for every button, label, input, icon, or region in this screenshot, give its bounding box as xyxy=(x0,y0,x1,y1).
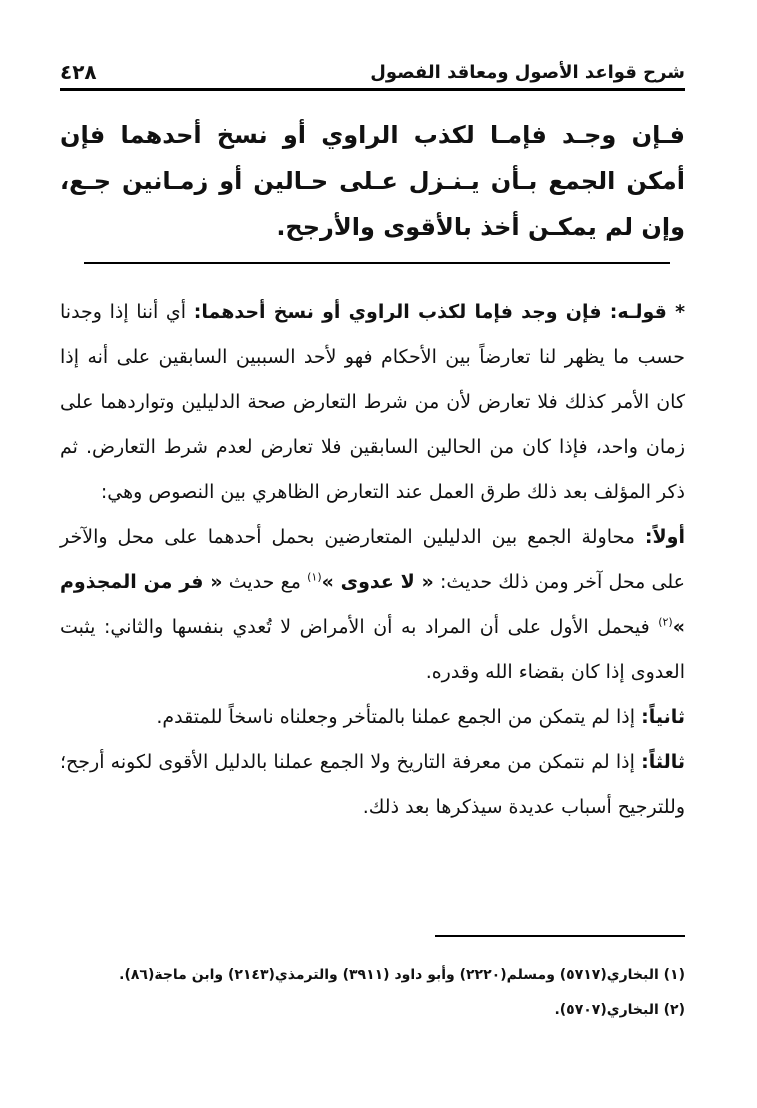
footnote-divider xyxy=(435,935,685,937)
method-first-text-b: مع حديث xyxy=(228,571,301,593)
method-third-text: إذا لم نتمكن من معرفة التاريخ ولا الجمع عملنا بالدليل الأقوى لكونه أرجح؛ وللترجيح أسباب عديدة سيذكرها بعد ذلك. xyxy=(60,751,685,818)
method-second-text: إذا لم يتمكن من الجمع عملنا بالمتأخر وجعلناه ناسخاً للمتقدم. xyxy=(156,706,636,728)
footnote-2: (٢) البخاري(٥٧٠٧). xyxy=(554,1002,685,1018)
commentary-paragraph-1 xyxy=(60,290,685,515)
footnotes xyxy=(60,958,685,1028)
commentary-lead: * قولـه: فإن وجد فإما لكذب الراوي أو نسخ أحدهما: xyxy=(193,301,685,323)
matn-divider xyxy=(84,262,670,264)
method-second-label: ثانياً: xyxy=(641,706,685,728)
page-number: ٤٢٨ xyxy=(60,60,97,84)
header-divider xyxy=(60,88,685,91)
method-first xyxy=(60,515,685,695)
method-second xyxy=(60,695,685,740)
hadith-quote-2: « فر من المجذوم » xyxy=(60,571,685,638)
footnote-ref-2: (٢) xyxy=(658,615,673,629)
method-third-label: ثالثاً: xyxy=(641,751,685,773)
hadith-quote-1: « لا عدوى » xyxy=(321,571,434,593)
footnote-1: (١) البخاري(٥٧١٧) ومسلم(٢٢٢٠) وأبو داود (٣٩١١) والترمذي(٢١٤٣) وابن ماجة(٨٦). xyxy=(119,967,685,983)
commentary xyxy=(60,290,685,830)
commentary-text-1: أي أننا إذا وجدنا حسب ما يظهر لنا تعارضاً بين الأحكام فهو لأحد السببين السابقين على أنه إذا كان الأمر كذلك فلا تعارض لأن من شرط التعارض صحة الدليلين وتواردهما على زمان واحد، فإذا كان من الحالين السابقين فلا تعارض لعدم شرط التعارض. ثم ذكر المؤلف بعد ذلك طرق العمل عند التعارض الظاهري بين النصوص وهي: xyxy=(60,301,685,503)
method-first-text-a: محاولة الجمع بين الدليلين المتعارضين بحمل أحدهما على محل والآخر على محل آخر ومن ذلك حديث: xyxy=(60,526,685,593)
method-third xyxy=(60,740,685,830)
running-header xyxy=(60,56,685,88)
footnote-ref-1: (١) xyxy=(307,570,322,584)
header-title: شرح قواعد الأصول ومعاقد الفصول xyxy=(370,62,685,83)
method-first-text-c: فيحمل الأول على أن المراد به أن الأمراض لا تُعدي بنفسها والثاني: يثبت العدوى إذا كان بقضاء الله وقدره. xyxy=(60,616,685,683)
matn-text: فـإن وجـد فإمـا لكذب الراوي أو نسخ أحدهما فإن أمكن الجمع بـأن يـنـزل عـلى حـالين أو زمـانين جـع، وإن لم يمكـن أخذ بالأقوى والأرجح. xyxy=(60,121,685,241)
method-first-label: أولاً: xyxy=(644,526,685,548)
